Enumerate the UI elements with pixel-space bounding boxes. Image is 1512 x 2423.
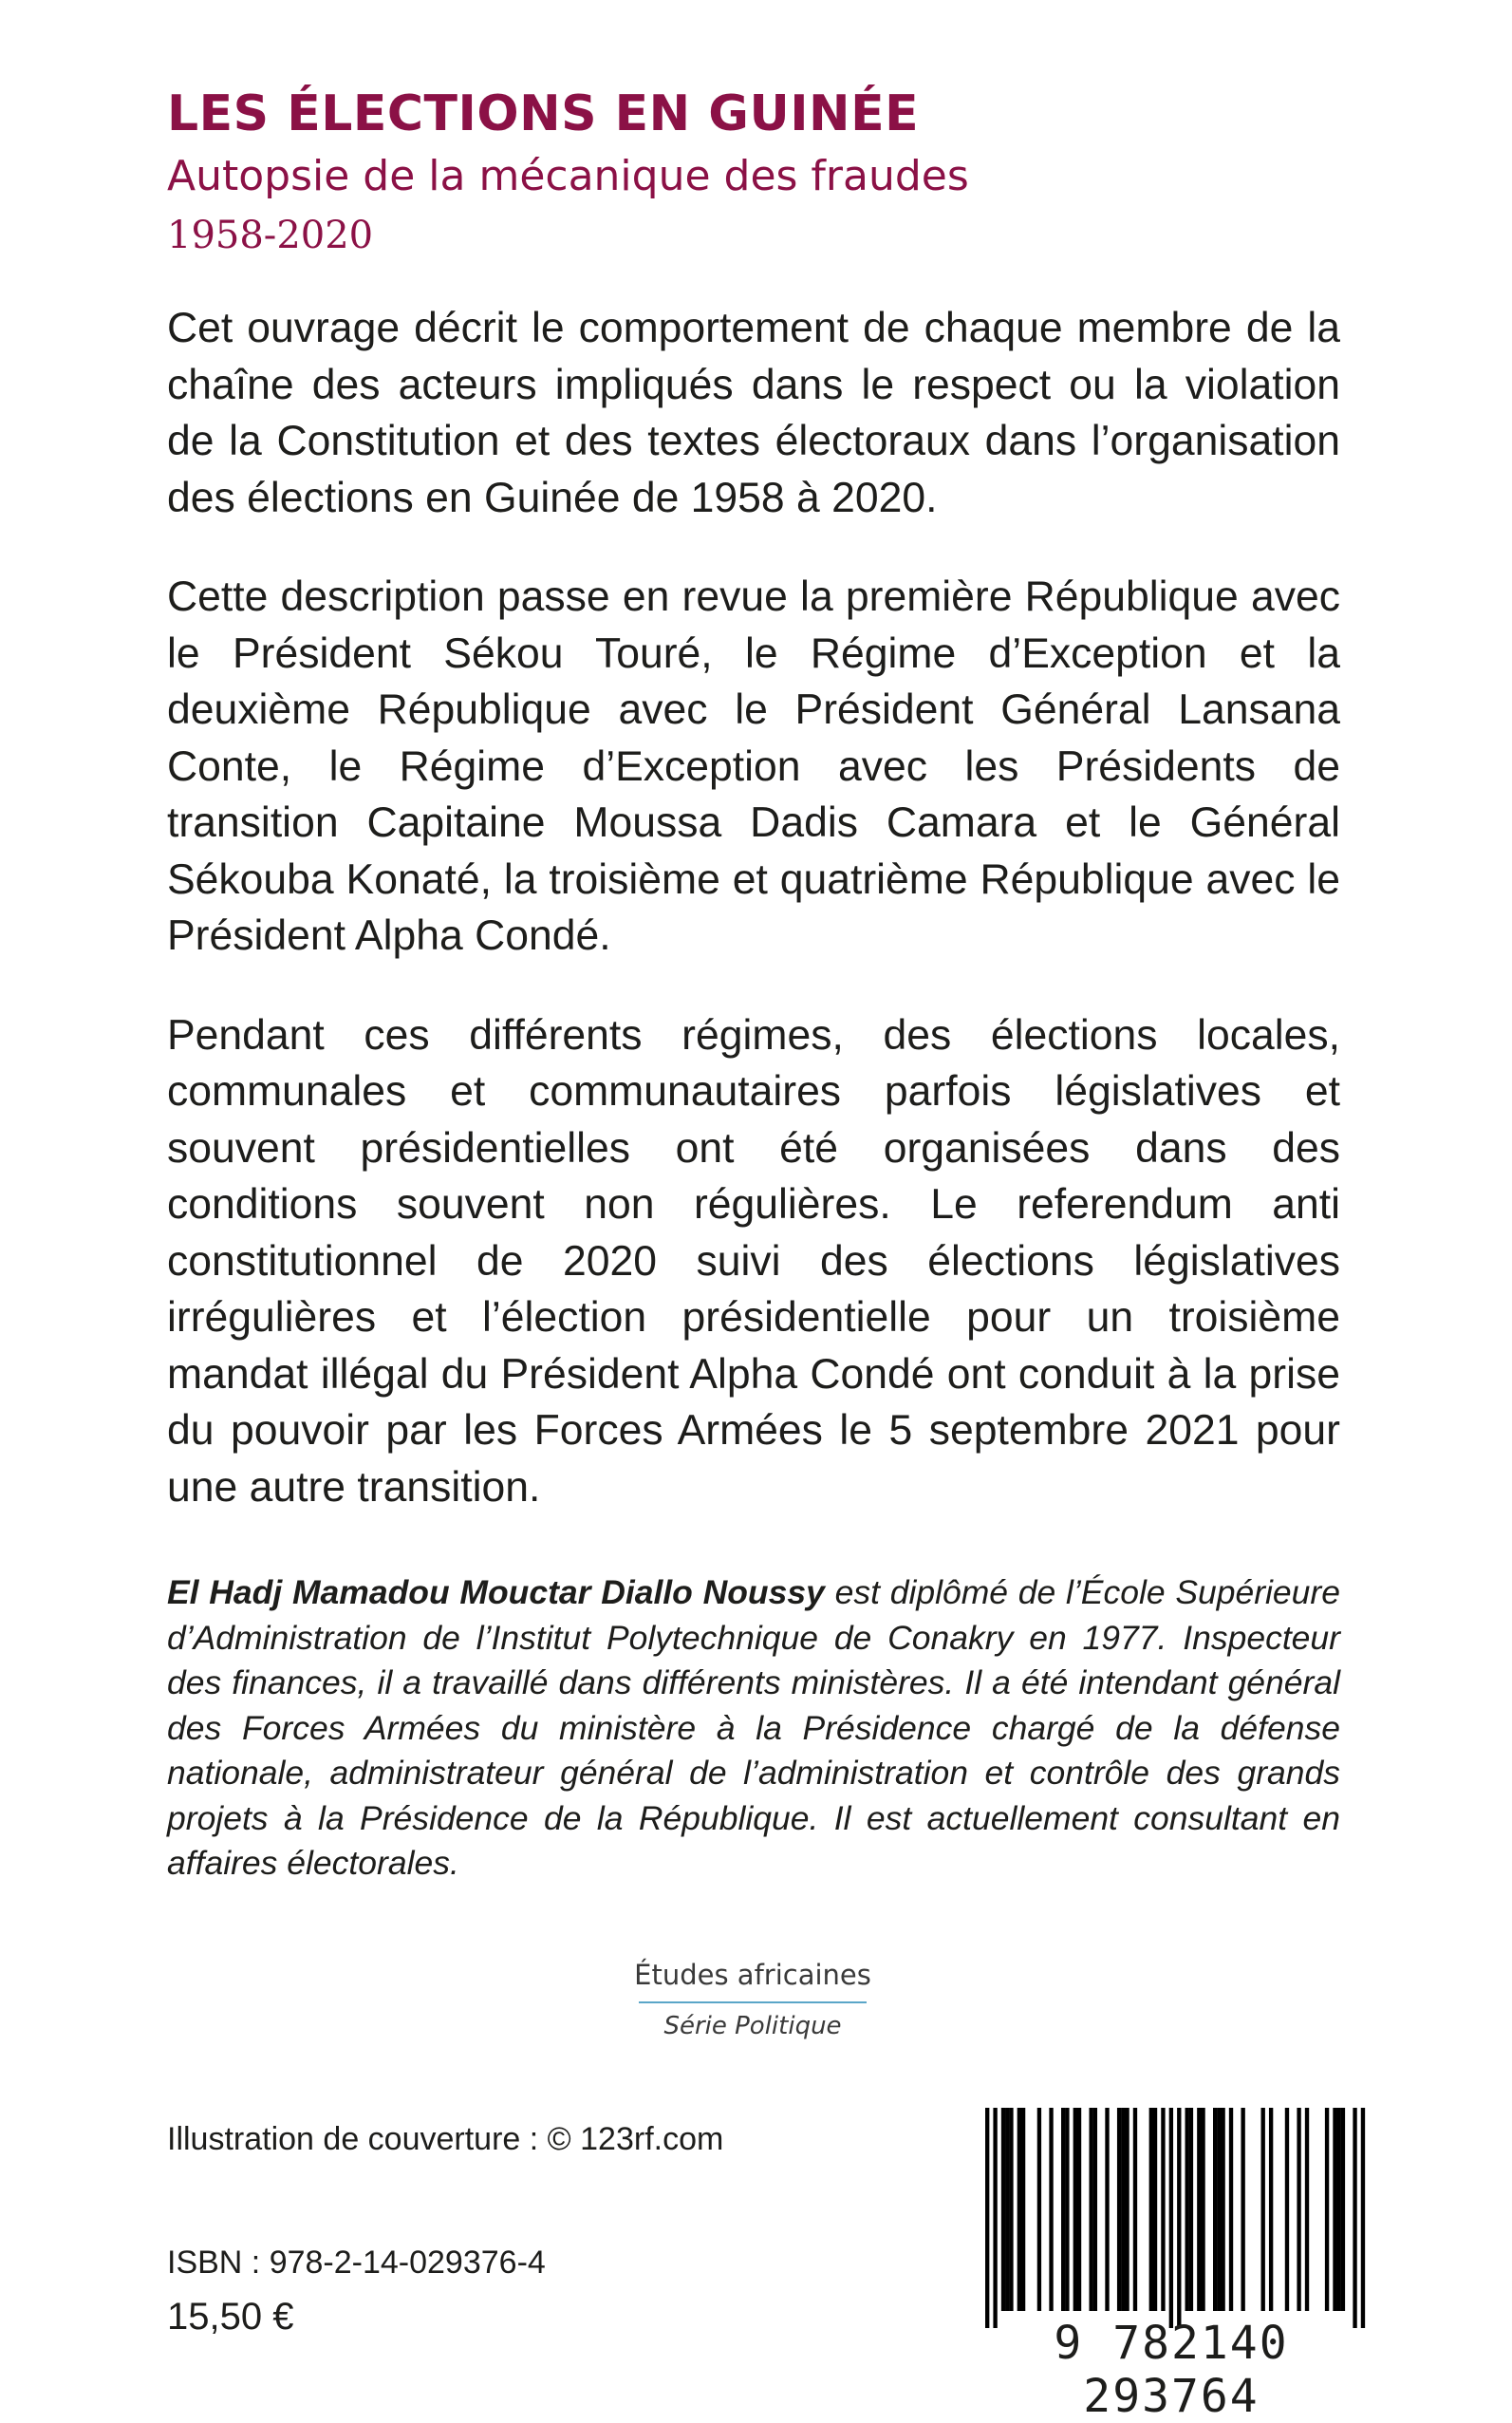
barcode-bar: [1185, 2108, 1189, 2311]
barcode-bar: [1269, 2108, 1273, 2311]
barcode-bar: [1001, 2108, 1005, 2311]
barcode-bar: [1093, 2108, 1097, 2311]
barcode-bar: [1201, 2108, 1204, 2311]
barcode-bar: [1229, 2108, 1233, 2311]
barcode-bar: [1021, 2108, 1025, 2311]
barcode-bar: [1341, 2108, 1345, 2311]
book-years: 1958-2020: [167, 214, 374, 257]
barcode-bar: [1333, 2108, 1336, 2311]
barcode-bar: [985, 2108, 989, 2328]
barcode-bar: [1037, 2108, 1041, 2311]
barcode-bar: [1061, 2108, 1065, 2311]
series-name: Études africaines: [634, 1959, 871, 1991]
barcode-bar: [1189, 2108, 1193, 2311]
barcode-bar: [1213, 2108, 1217, 2311]
barcode-bar: [1105, 2108, 1109, 2311]
barcode-bar: [1325, 2108, 1329, 2311]
author-name: El Hadj Mamadou Mouctar Diallo Noussy: [167, 1573, 825, 1611]
barcode-bar: [1133, 2108, 1137, 2311]
barcode-bar: [1009, 2108, 1013, 2311]
barcode-bar: [1197, 2108, 1201, 2311]
barcode-bar: [1077, 2108, 1081, 2311]
footer-info: [167, 2117, 831, 2341]
barcode-digits: 9 782140 293764: [1054, 2317, 1289, 2423]
barcode-bar: [1161, 2108, 1165, 2311]
summary: [167, 300, 1340, 1558]
barcode-bar: [1297, 2108, 1300, 2311]
price: 15,50 €: [167, 2296, 294, 2338]
barcode-bar: [1285, 2108, 1289, 2311]
book-title: LES ÉLECTIONS EN GUINÉE: [167, 85, 920, 142]
cover-credit: Illustration de couverture : © 123rf.com: [167, 2121, 724, 2157]
barcode-bar: [1361, 2108, 1365, 2328]
barcode-bar: [1153, 2108, 1157, 2311]
summary-paragraph: Pendant ces différents régimes, des élections locales, communales et communautaires parfois législatives et souvent présidentielles ont été organisées dans des conditions souvent non régulières. Le referendum anti constitutionnel de 2020 suivi des élections législatives irrégulières et l’élection présidentielle pour un troisième mandat illégal du Président Alpha Condé ont conduit à la prise du pouvoir par les Forces Armées le 5 septembre 2021 pour une autre transition.: [167, 1011, 1340, 1511]
summary-paragraph: Cette description passe en revue la première République avec le Président Sékou Touré, le Régime d’Exception et la deuxième République avec le Président Général Lansana Conte, le Régime d’Exception avec les Présidents de transition Capitaine Moussa Dadis Camara et le Général Sékouba Konaté, la troisième et quatrième République avec le Président Alpha Condé.: [167, 573, 1340, 959]
author-bio: [167, 1570, 1340, 1887]
barcode: [972, 2108, 1371, 2347]
barcode-bar: [1217, 2108, 1221, 2311]
barcode-bar: [1241, 2108, 1244, 2311]
summary-paragraph: Cet ouvrage décrit le comportement de chaque membre de la chaîne des acteurs impliqués dans le respect ou la violation de la Constitution et des textes électoraux dans l’organisation des élections en Guinée de 1958 à 2020.: [167, 305, 1340, 521]
author-bio-text: est diplômé de l’École Supérieure d’Administration de l’Institut Polytechnique de Conakry en 1977. Inspecteur des finances, il a travaillé dans différents ministères. Il a été intendant général des Forces Armées du ministère à la Présidence chargé de la défense nationale, administrateur général de l’administration et contrôle des grands projets à la Présidence de la République. Il est actuellement consultant en affaires électorales.: [167, 1573, 1340, 1882]
barcode-bar: [1177, 2108, 1181, 2328]
barcode-bar: [1017, 2108, 1021, 2311]
barcode-bar: [1117, 2108, 1121, 2311]
barcode-bar: [1125, 2108, 1129, 2311]
barcode-bar: [1221, 2108, 1224, 2311]
barcode-bar: [1337, 2108, 1341, 2311]
isbn: ISBN : 978-2-14-029376-4: [167, 2245, 546, 2281]
series-divider: [639, 2001, 867, 2003]
barcode-bar: [1121, 2108, 1125, 2311]
barcode-bar: [1149, 2108, 1153, 2311]
header: [167, 84, 1353, 262]
barcode-bar: [1005, 2108, 1009, 2311]
series-logo: [634, 1956, 871, 2043]
book-subtitle: Autopsie de la mécanique des fraudes: [167, 152, 969, 200]
barcode-bar: [1073, 2108, 1077, 2311]
barcode-bar: [993, 2108, 997, 2328]
series-subtitle: Série Politique: [663, 2012, 842, 2040]
barcode-bar: [1169, 2108, 1173, 2328]
barcode-bar: [1089, 2108, 1092, 2311]
barcode-bar: [1049, 2108, 1053, 2311]
barcode-bar: [1353, 2108, 1356, 2328]
barcode-bar: [1065, 2108, 1069, 2311]
barcode-bar: [1261, 2108, 1265, 2311]
barcode-bar: [1305, 2108, 1309, 2311]
